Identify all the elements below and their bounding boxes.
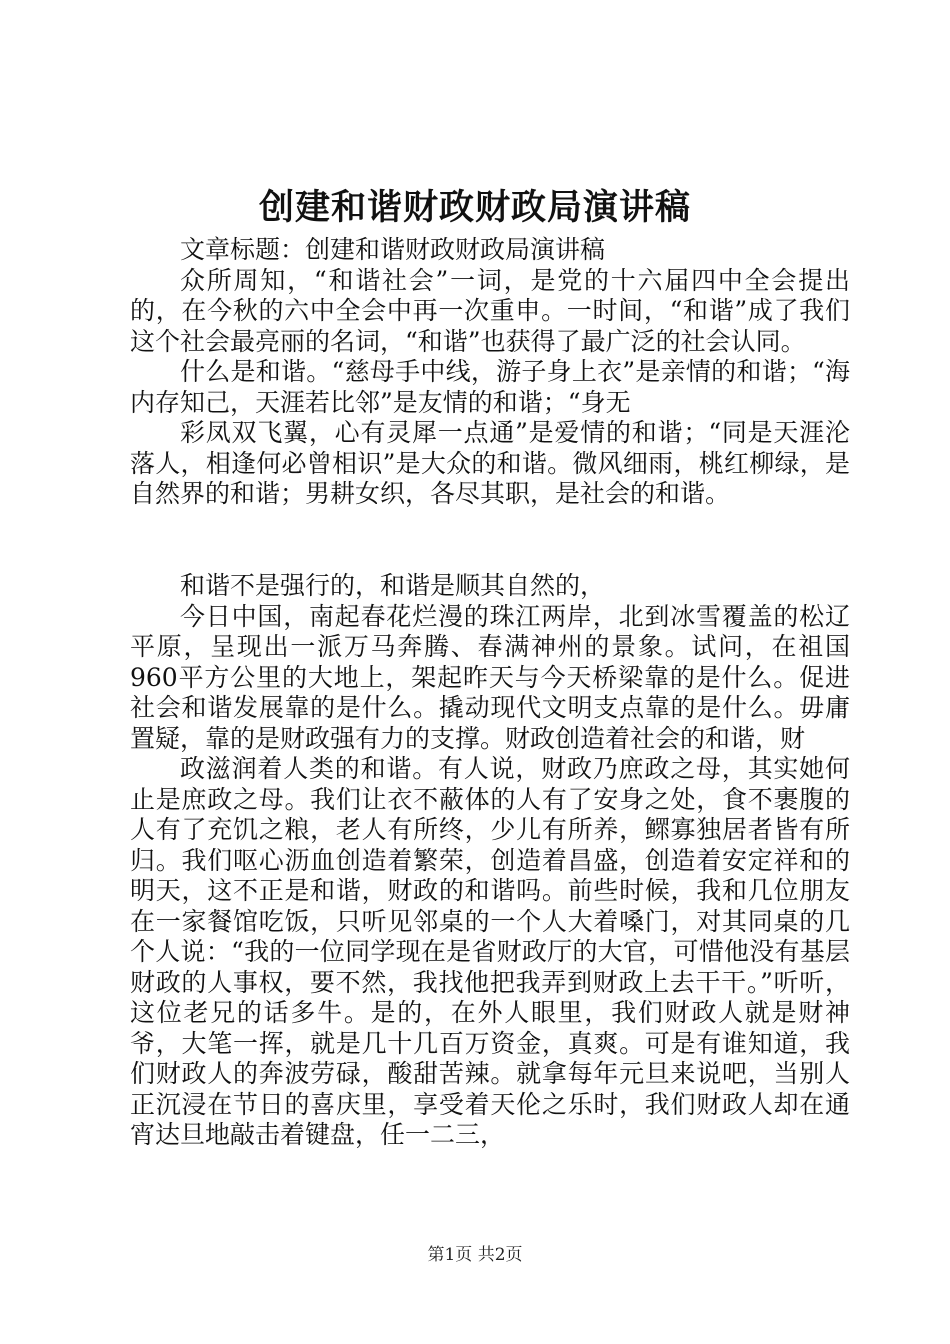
paragraph: 今日中国，南起春花烂漫的珠江两岸，北到冰雪覆盖的松辽平原，呈现出一派万马奔腾、春满神州的景象。试问，在祖国960平方公里的大地上，架起昨天与今天桥梁靠的是什么。促进社会和谐发展靠的是什么。撬动现代文明支点靠的是什么。毋庸置疑，靠的是财政强有力的支撑。财政创造着社会的和谐，财 — [130, 601, 850, 753]
paragraph: 什么是和谐。“慈母手中线，游子身上衣”是亲情的和谐；“海内存知己，天涯若比邻”是友情的和谐；“身无 — [130, 357, 850, 417]
document-title: 创建和谐财政财政局演讲稿 — [258, 187, 691, 228]
paragraph: 众所周知，“和谐社会”一词，是党的十六届四中全会提出的，在今秋的六中全会中再一次重申。一时间，“和谐”成了我们这个社会最亮丽的名词，“和谐”也获得了最广泛的社会认同。 — [130, 265, 850, 356]
paragraph: 政滋润着人类的和谐。有人说，财政乃庶政之母，其实她何止是庶政之母。我们让衣不蔽体的人有了安身之处，食不裹腹的人有了充饥之粮，老人有所终，少儿有所养，鳏寡独居者皆有所归。我们呕心沥血创造着繁荣，创造着昌盛，创造着安定祥和的明天，这不正是和谐，财政的和谐吗。前些时候，我和几位朋友在一家餐馆吃饭，只听见邻桌的一个人大着嗓门，对其同桌的几个人说：“我的一位同学现在是省财政厅的大官，可惜他没有基层财政的人事权，要不然，我找他把我弄到财政上去干干。”听听，这位老兄的话多牛。是的，在外人眼里，我们财政人就是财神爷，大笔一挥，就是几十几百万资金，真爽。可是有谁知道，我们财政人的奔波劳碌，酸甜苦辣。就拿每年元旦来说吧，当别人正沉浸在节日的喜庆里，享受着天伦之乐时，我们财政人却在通宵达旦地敲击着键盘，任一二三， — [130, 754, 850, 1149]
document-body-upper — [130, 235, 850, 510]
document-body-lower — [130, 571, 850, 1151]
article-title-line: 文章标题：创建和谐财政财政局演讲稿 — [180, 235, 606, 264]
page-number-footer: 第1页 共2页 — [427, 1245, 523, 1265]
paragraph: 彩凤双飞翼，心有灵犀一点通”是爱情的和谐；“同是天涯沦落人，相逢何必曾相识”是大众的和谐。微风细雨，桃红柳绿，是自然界的和谐；男耕女织，各尽其职，是社会的和谐。 — [130, 418, 850, 508]
paragraph: 和谐不是强行的，和谐是顺其自然的， — [180, 571, 606, 600]
